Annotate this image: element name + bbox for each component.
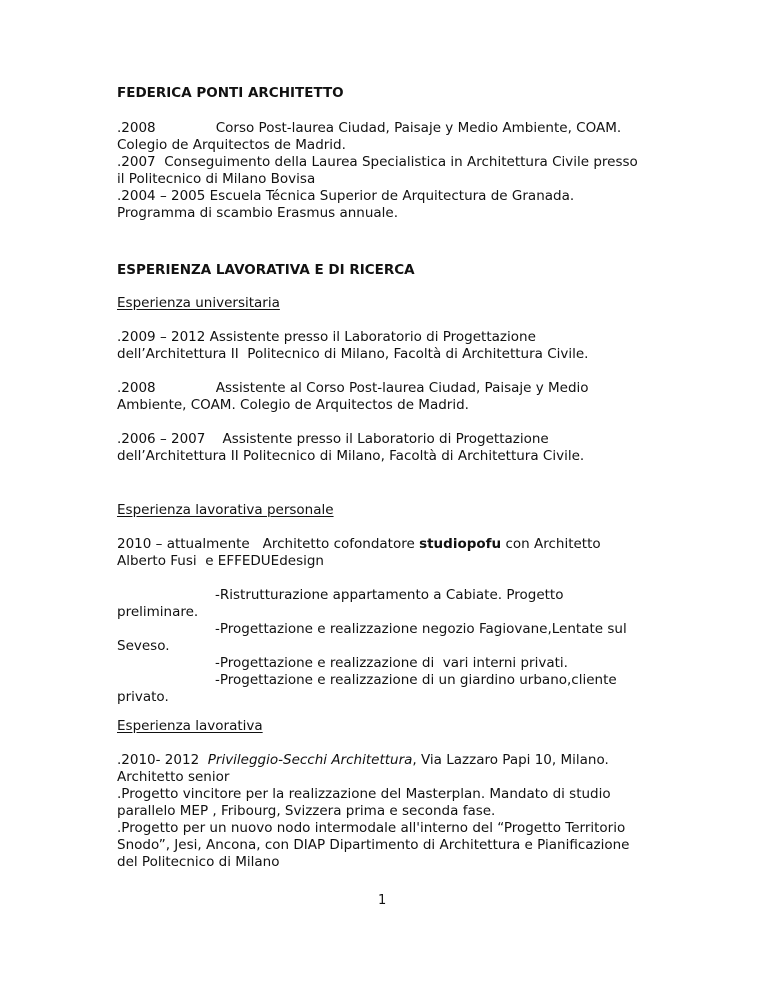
firm-address: , Via Lazzaro Papi 10, Milano. — [412, 752, 609, 768]
project-line: -Progettazione e realizzazione negozio Fagiovane,Lentate sul — [215, 621, 627, 637]
work-heading: Esperienza lavorativa — [117, 718, 263, 734]
work-line — [117, 751, 609, 769]
work-line: parallelo MEP , Fribourg, Svizzera prima e seconda fase. — [117, 803, 496, 819]
work-line: Architetto senior — [117, 769, 230, 785]
experience-heading: ESPERIENZA LAVORATIVA E DI RICERCA — [117, 262, 415, 278]
university-entry-line: dell’Architettura II Politecnico di Milano, Facoltà di Architettura Civile. — [117, 448, 585, 464]
project-line: -Progettazione e realizzazione di un giardino urbano,cliente — [215, 672, 617, 688]
project-line: preliminare. — [117, 604, 199, 620]
work-line: .Progetto per un nuovo nodo intermodale all'interno del “Progetto Territorio — [117, 820, 626, 836]
firm-name: Privileggio-Secchi Architettura — [207, 752, 413, 768]
project-line: Seveso. — [117, 638, 170, 654]
project-line: -Ristrutturazione appartamento a Cabiate. Progetto — [215, 587, 564, 603]
personal-intro-line2: Alberto Fusi e EFFEDUEdesign — [117, 553, 324, 569]
university-entry-line: .2006 – 2007 Assistente presso il Laboratorio di Progettazione — [117, 431, 549, 447]
university-entry-line: .2009 – 2012 Assistente presso il Laboratorio di Progettazione — [117, 329, 536, 345]
work-line: Snodo”, Jesi, Ancona, con DIAP Dipartimento di Architettura e Pianificazione — [117, 837, 630, 853]
university-entry-line: .2008 Assistente al Corso Post-laurea Ciudad, Paisaje y Medio — [117, 380, 589, 396]
education-line: il Politecnico di Milano Bovisa — [117, 171, 316, 187]
education-line: .2004 – 2005 Escuela Técnica Superior de Arquitectura de Granada. — [117, 188, 575, 204]
intro-prefix: 2010 – attualmente Architetto cofondatore — [117, 536, 420, 552]
education-line: .2007 Conseguimento della Laurea Specialistica in Architettura Civile presso — [117, 154, 638, 170]
education-line: Colegio de Arquitectos de Madrid. — [117, 137, 346, 153]
education-line: .2008 Corso Post-laurea Ciudad, Paisaje y Medio Ambiente, COAM. — [117, 120, 622, 136]
work-line: del Politecnico di Milano — [117, 854, 280, 870]
university-entry-line: dell’Architettura II Politecnico di Milano, Facoltà di Architettura Civile. — [117, 346, 589, 362]
intro-suffix: con Architetto — [501, 536, 601, 552]
personal-intro — [117, 535, 601, 553]
project-line: -Progettazione e realizzazione di vari interni privati. — [215, 655, 568, 671]
personal-heading: Esperienza lavorativa personale — [117, 502, 334, 518]
project-line: privato. — [117, 689, 169, 705]
university-entry-line: Ambiente, COAM. Colegio de Arquitectos de Madrid. — [117, 397, 469, 413]
studio-name: studiopofu — [419, 536, 502, 552]
work-years: .2010- 2012 — [117, 752, 208, 768]
work-line: .Progetto vincitore per la realizzazione del Masterplan. Mandato di studio — [117, 786, 611, 802]
university-heading: Esperienza universitaria — [117, 295, 280, 311]
name-heading: FEDERICA PONTI ARCHITETTO — [117, 85, 344, 101]
page-number: 1 — [378, 893, 387, 908]
education-line: Programma di scambio Erasmus annuale. — [117, 205, 399, 221]
